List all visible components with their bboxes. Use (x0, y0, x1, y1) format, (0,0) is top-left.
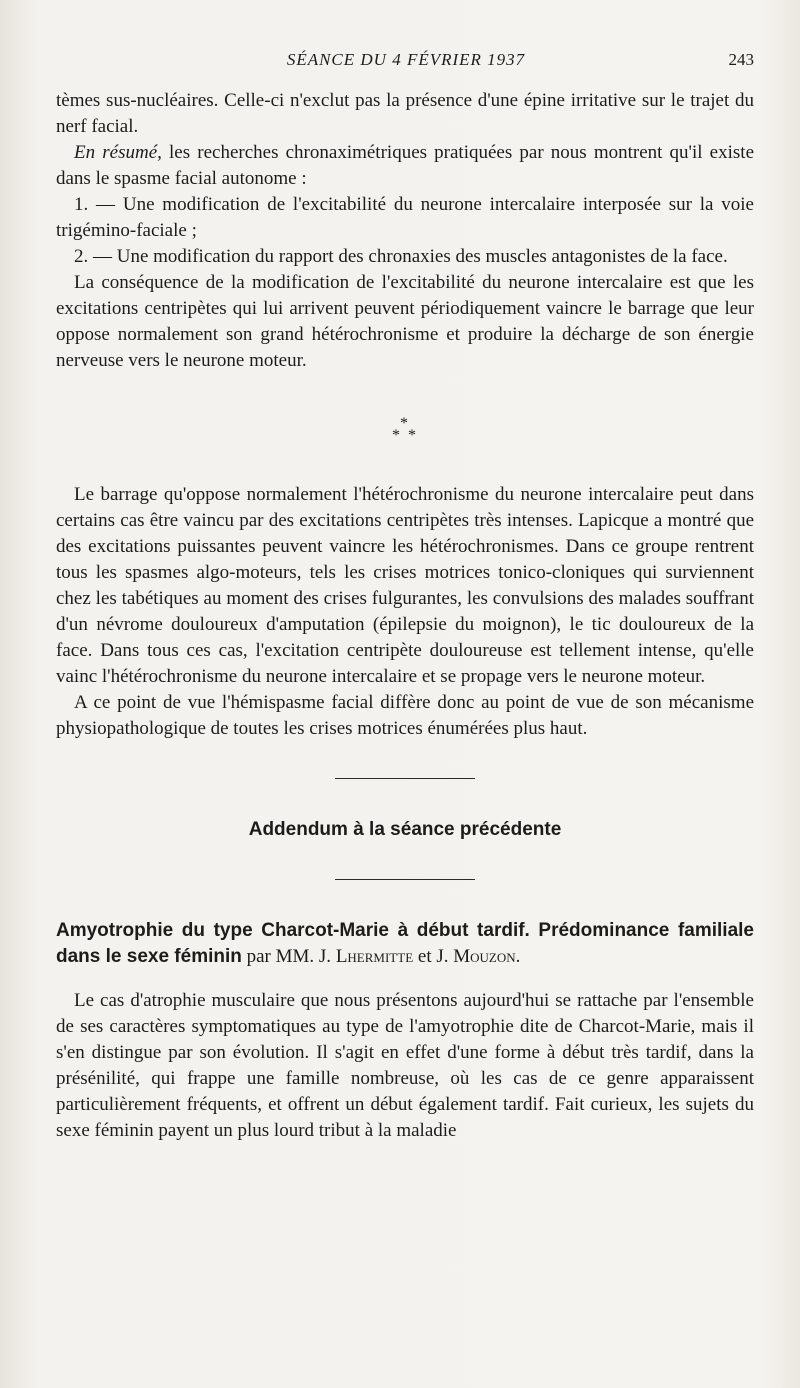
paragraph-point-2: 2. — Une modification du rapport des chronaxies des muscles antagonistes de la face. (74, 246, 728, 267)
divider-top (335, 778, 475, 779)
summary-text: les recherches chronaximétriques pratiquées par nous montrent qu'il existe dans le spasme facial autonome : (56, 142, 754, 189)
author-mouzon: Mouzon (453, 946, 516, 967)
body-text (56, 88, 754, 1144)
summary-lead: En résumé, (74, 142, 162, 163)
paragraph-point-1: 1. — Une modification de l'excitabilité du neurone intercalaire interposée sur la voie trigémino-faciale ; (56, 194, 754, 241)
page-number: 243 (728, 50, 754, 69)
author-lhermitte: Lhermitte (335, 946, 414, 967)
article-by: par MM. J. (241, 946, 336, 967)
paragraph-summary (56, 140, 754, 192)
article-title-bold: Amyotrophie du type Charcot-Marie à début tardif. Prédominance familiale dans le sexe féminin (56, 920, 754, 967)
divider-bottom (335, 879, 475, 880)
paragraph-continuation: tèmes sus-nucléaires. Celle-ci n'exclut pas la présence d'une épine irritative sur le trajet du nerf facial. (56, 90, 754, 137)
asterism-top: * (400, 415, 410, 432)
article-title (56, 918, 754, 970)
running-title: SÉANCE DU 4 FÉVRIER 1937 (286, 50, 526, 69)
addendum-title: Addendum à la séance précédente (248, 819, 562, 840)
paragraph-conclusion: A ce point de vue l'hémispasme facial diffère donc au point de vue de son mécanisme physiopathologique de toutes les crises motrices énumérées plus haut. (56, 692, 754, 739)
article-and: et J. (413, 946, 454, 967)
running-header (56, 50, 756, 74)
paragraph-consequence: La conséquence de la modification de l'excitabilité du neurone intercalaire est que les excitations centripètes qui lui arrivent peuvent périodiquement vaincre le barrage que leur oppose normalement son grand hétérochronisme et produire la décharge de son énergie nerveuse vers le neurone moteur. (56, 272, 754, 371)
paragraph-barrage: Le barrage qu'oppose normalement l'hétérochronisme du neurone intercalaire peut dans certains cas être vaincu par des excitations centripètes très intenses. Lapicque a montré que des excitations puissantes peuvent vaincre les hétérochronismes. Dans ce groupe rentrent tous les spasmes algo-moteurs, tels les crises motrices tonico-cloniques qui surviennent chez les tabétiques au moment des crises fulgurantes, les convulsions des malades souffrant d'un névrome douloureux d'amputation (épilepsie du moignon), le tic douloureux de la face. Dans tous ces cas, l'excitation centripète douloureuse est tellement intense, qu'elle vainc l'hétérochronisme du neurone intercalaire et se propage vers le neurone moteur. (56, 484, 754, 687)
article-title-end: . (515, 946, 521, 967)
article-paragraph: Le cas d'atrophie musculaire que nous présentons aujourd'hui se rattache par l'ensemble de ses caractères symptomatiques au type de l'amyotrophie dite de Charcot-Marie, mais il s'en distingue par son évolution. Il s'agit en effet d'une forme à début très tardif, dans la présénilité, qui frappe une famille nombreuse, où les cas de ce genre apparaissent particulièrement fréquents, et offrent un début également tardif. Fait curieux, les sujets du sexe féminin payent un plus lourd tribut à la maladie (56, 990, 754, 1141)
asterism-bottom: * * (392, 427, 418, 444)
asterism (56, 415, 754, 444)
spacer (56, 970, 754, 988)
